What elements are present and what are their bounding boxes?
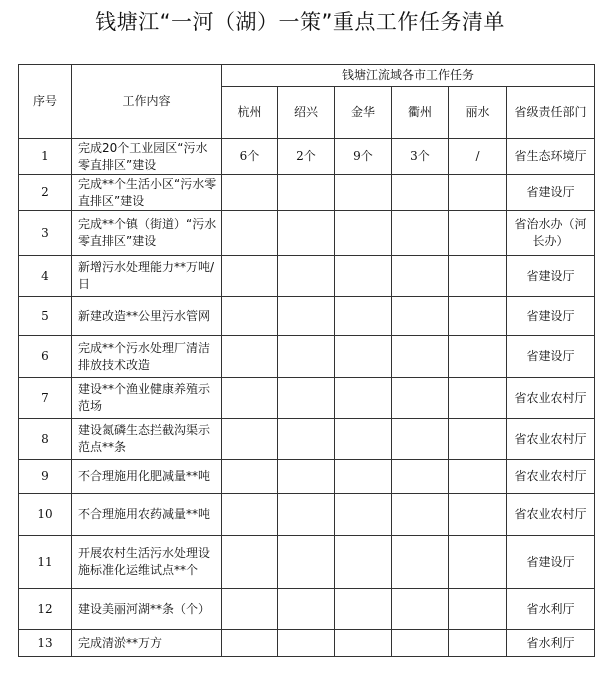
row-city-lishui	[449, 630, 507, 657]
row-city-hangzhou	[222, 589, 278, 630]
table-row	[19, 139, 595, 175]
header-city-jinhua: 金华	[335, 87, 392, 139]
row-city-lishui	[449, 460, 507, 494]
row-city-jinhua	[335, 336, 392, 378]
row-task-content: 建设美丽河湖**条（个）	[72, 589, 222, 630]
row-city-hangzhou	[222, 378, 278, 419]
row-task-content: 不合理施用化肥减量**吨	[72, 460, 222, 494]
row-responsible-dept: 省农业农村厅	[507, 460, 595, 494]
row-city-jinhua	[335, 419, 392, 460]
row-city-lishui	[449, 211, 507, 256]
table-row	[19, 378, 595, 419]
row-city-jinhua	[335, 211, 392, 256]
row-city-lishui	[449, 175, 507, 211]
row-number: 2	[19, 175, 72, 211]
row-city-shaoxing	[278, 536, 335, 589]
table-row	[19, 256, 595, 297]
row-city-quzhou	[392, 494, 449, 536]
row-task-content: 不合理施用农药减量**吨	[72, 494, 222, 536]
row-city-shaoxing	[278, 175, 335, 211]
row-city-jinhua	[335, 256, 392, 297]
table-header	[19, 65, 595, 139]
table-row	[19, 336, 595, 378]
row-city-quzhou	[392, 175, 449, 211]
page-title: 钱塘江“一河（湖）一策”重点工作任务清单	[95, 10, 505, 34]
row-city-hangzhou	[222, 211, 278, 256]
row-task-content: 完成清淤**万方	[72, 630, 222, 657]
row-city-jinhua	[335, 494, 392, 536]
row-city-shaoxing	[278, 256, 335, 297]
header-content: 工作内容	[72, 65, 222, 139]
row-responsible-dept: 省农业农村厅	[507, 419, 595, 460]
row-responsible-dept: 省农业农村厅	[507, 378, 595, 419]
row-city-quzhou	[392, 297, 449, 336]
row-responsible-dept: 省农业农村厅	[507, 494, 595, 536]
table-row	[19, 536, 595, 589]
task-table	[18, 64, 595, 657]
row-task-content: 新增污水处理能力**万吨/日	[72, 256, 222, 297]
row-task-content: 完成**个生活小区“污水零直排区”建设	[72, 175, 222, 211]
row-city-shaoxing	[278, 378, 335, 419]
row-responsible-dept: 省建设厅	[507, 336, 595, 378]
row-task-content: 完成**个污水处理厂清洁排放技术改造	[72, 336, 222, 378]
row-task-content: 开展农村生活污水处理设施标准化运维试点**个	[72, 536, 222, 589]
row-city-shaoxing	[278, 630, 335, 657]
row-number: 12	[19, 589, 72, 630]
row-responsible-dept: 省建设厅	[507, 536, 595, 589]
row-responsible-dept: 省建设厅	[507, 256, 595, 297]
row-city-shaoxing	[278, 589, 335, 630]
row-city-jinhua: 9个	[335, 139, 392, 175]
row-responsible-dept: 省水利厅	[507, 589, 595, 630]
header-dept: 省级责任部门	[507, 87, 595, 139]
row-responsible-dept: 省治水办（河长办）	[507, 211, 595, 256]
row-responsible-dept: 省生态环境厅	[507, 139, 595, 175]
row-task-content: 新建改造**公里污水管网	[72, 297, 222, 336]
row-city-lishui	[449, 589, 507, 630]
header-city-hangzhou: 杭州	[222, 87, 278, 139]
table-row	[19, 175, 595, 211]
row-city-jinhua	[335, 589, 392, 630]
row-responsible-dept: 省水利厅	[507, 630, 595, 657]
row-city-lishui	[449, 536, 507, 589]
table-row	[19, 589, 595, 630]
row-number: 13	[19, 630, 72, 657]
row-city-hangzhou	[222, 536, 278, 589]
row-city-lishui	[449, 378, 507, 419]
row-city-shaoxing	[278, 211, 335, 256]
row-city-jinhua	[335, 630, 392, 657]
row-city-quzhou	[392, 211, 449, 256]
row-number: 11	[19, 536, 72, 589]
row-number: 1	[19, 139, 72, 175]
row-city-quzhou: 3个	[392, 139, 449, 175]
row-city-jinhua	[335, 175, 392, 211]
row-task-content: 完成**个镇（街道）“污水零直排区”建设	[72, 211, 222, 256]
row-city-shaoxing	[278, 460, 335, 494]
row-city-hangzhou	[222, 494, 278, 536]
row-city-jinhua	[335, 536, 392, 589]
row-city-lishui	[449, 297, 507, 336]
row-number: 9	[19, 460, 72, 494]
row-city-hangzhou	[222, 336, 278, 378]
row-city-jinhua	[335, 378, 392, 419]
row-city-hangzhou	[222, 630, 278, 657]
row-number: 8	[19, 419, 72, 460]
header-city-lishui: 丽水	[449, 87, 507, 139]
table-row	[19, 297, 595, 336]
table-row	[19, 494, 595, 536]
row-city-quzhou	[392, 589, 449, 630]
row-city-hangzhou	[222, 175, 278, 211]
row-task-content: 完成20个工业园区“污水零直排区”建设	[72, 139, 222, 175]
row-city-quzhou	[392, 630, 449, 657]
row-city-hangzhou	[222, 297, 278, 336]
row-city-shaoxing	[278, 336, 335, 378]
row-city-quzhou	[392, 536, 449, 589]
row-city-quzhou	[392, 419, 449, 460]
row-city-hangzhou: 6个	[222, 139, 278, 175]
row-city-lishui	[449, 419, 507, 460]
row-city-shaoxing	[278, 494, 335, 536]
row-responsible-dept: 省建设厅	[507, 297, 595, 336]
row-city-shaoxing	[278, 419, 335, 460]
row-number: 3	[19, 211, 72, 256]
row-city-quzhou	[392, 378, 449, 419]
row-city-hangzhou	[222, 256, 278, 297]
row-number: 7	[19, 378, 72, 419]
row-city-hangzhou	[222, 460, 278, 494]
row-city-jinhua	[335, 297, 392, 336]
row-task-content: 建设氮磷生态拦截沟渠示范点**条	[72, 419, 222, 460]
row-city-shaoxing: 2个	[278, 139, 335, 175]
table-body	[19, 139, 595, 657]
header-city-group: 钱塘江流域各市工作任务	[222, 65, 595, 87]
row-number: 6	[19, 336, 72, 378]
row-task-content: 建设**个渔业健康养殖示范场	[72, 378, 222, 419]
row-city-quzhou	[392, 256, 449, 297]
row-number: 4	[19, 256, 72, 297]
row-city-lishui	[449, 336, 507, 378]
header-city-quzhou: 衢州	[392, 87, 449, 139]
row-city-lishui	[449, 256, 507, 297]
row-responsible-dept: 省建设厅	[507, 175, 595, 211]
row-number: 5	[19, 297, 72, 336]
header-city-shaoxing: 绍兴	[278, 87, 335, 139]
table-row	[19, 419, 595, 460]
table-row	[19, 630, 595, 657]
row-city-quzhou	[392, 460, 449, 494]
row-city-hangzhou	[222, 419, 278, 460]
row-city-lishui	[449, 494, 507, 536]
row-city-lishui: /	[449, 139, 507, 175]
table-row	[19, 460, 595, 494]
row-city-quzhou	[392, 336, 449, 378]
row-number: 10	[19, 494, 72, 536]
header-no: 序号	[19, 65, 72, 139]
row-city-shaoxing	[278, 297, 335, 336]
row-city-jinhua	[335, 460, 392, 494]
table-row	[19, 211, 595, 256]
